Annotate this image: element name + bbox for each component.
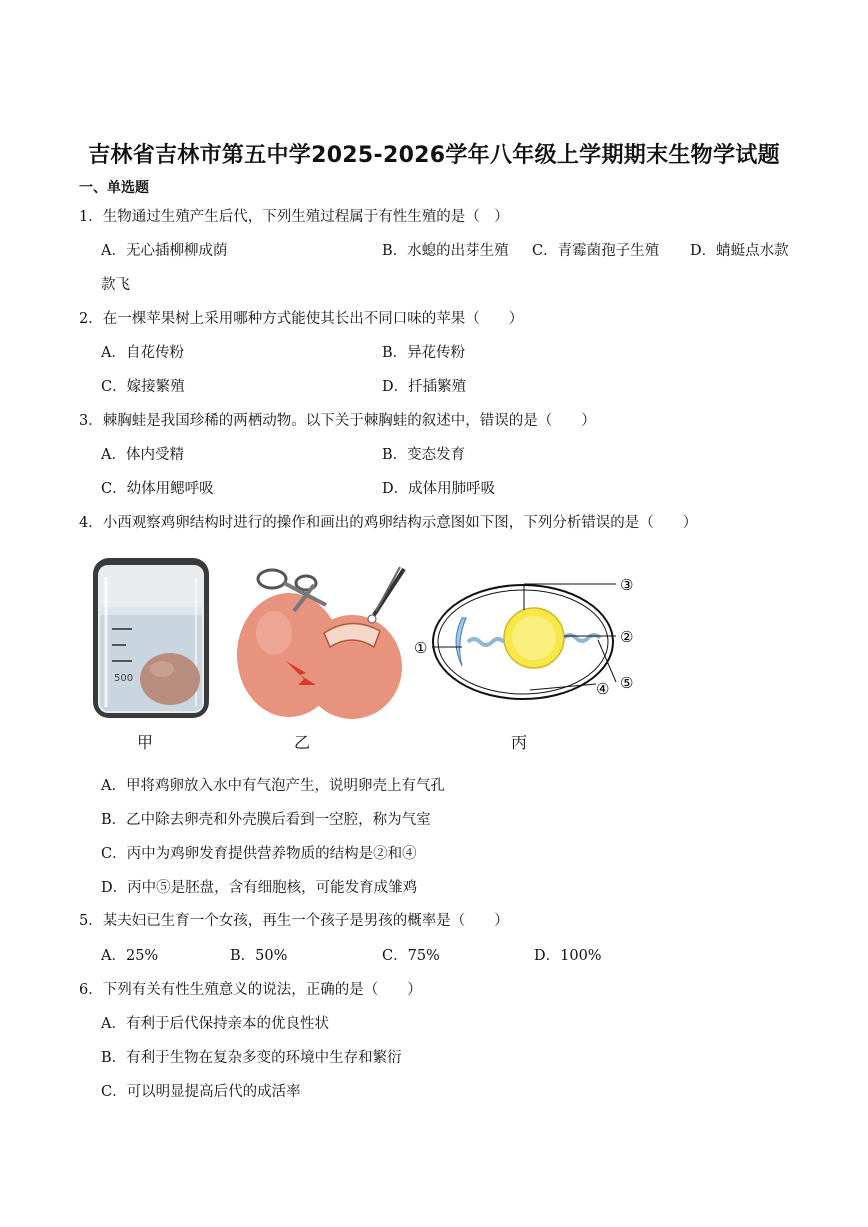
question-6-option-c: C．可以明显提高后代的成活率 bbox=[101, 1084, 301, 1100]
question-5-stem: 5．某夫妇已生育一个女孩，再生一个孩子是男孩的概率是（ ） bbox=[79, 913, 509, 929]
figure-label-bing: 丙 bbox=[511, 733, 528, 752]
question-4-option-d: D．丙中⑤是胚盘，含有细胞核，可能发育成雏鸡 bbox=[101, 880, 418, 896]
question-5-option-a: A．25% bbox=[101, 948, 159, 964]
beaker-mark: 500 bbox=[114, 673, 134, 684]
submerged-egg bbox=[140, 653, 200, 705]
question-2-option-c: C．嫁接繁殖 bbox=[101, 379, 185, 395]
marker-3: ③ bbox=[620, 576, 634, 594]
question-2-option-d: D．扦插繁殖 bbox=[382, 379, 467, 395]
figure-yi-egg-opening bbox=[234, 563, 414, 721]
page-title: 吉林省吉林市第五中学2025-2026学年八年级上学期期末生物学试题 bbox=[88, 143, 780, 168]
air-cell bbox=[456, 618, 466, 666]
figure-jia-beaker-photo bbox=[92, 557, 210, 719]
question-3-stem: 3．棘胸蛙是我国珍稀的两栖动物。以下关于棘胸蛙的叙述中，错误的是（ ） bbox=[79, 413, 596, 429]
question-3-option-c: C．幼体用鳃呼吸 bbox=[101, 481, 214, 497]
question-6-stem: 6．下列有关有性生殖意义的说法，正确的是（ ） bbox=[79, 982, 422, 998]
question-1-option-d: D．蜻蜓点水款 bbox=[690, 243, 789, 259]
question-4-option-c: C．丙中为鸡卵发育提供营养物质的结构是②和④ bbox=[101, 846, 417, 862]
question-1-option-a: A．无心插柳柳成荫 bbox=[101, 243, 228, 259]
marker-2: ② bbox=[620, 628, 634, 646]
section-heading: 一、单选题 bbox=[79, 180, 149, 196]
figure-label-yi: 乙 bbox=[294, 733, 311, 752]
question-3-option-d: D．成体用肺呼吸 bbox=[382, 481, 496, 497]
question-1-stem: 1．生物通过生殖产生后代，下列生殖过程属于有性生殖的是（ ） bbox=[79, 209, 509, 225]
question-4-option-a: A．甲将鸡卵放入水中有气泡产生，说明卵壳上有气孔 bbox=[101, 778, 445, 794]
question-1-option-c: C．青霉菌孢子生殖 bbox=[532, 243, 660, 259]
question-4-stem: 4．小西观察鸡卵结构时进行的操作和画出的鸡卵结构示意图如下图，下列分析错误的是（ ） bbox=[79, 515, 698, 531]
question-3-option-b: B．变态发育 bbox=[382, 447, 466, 463]
figure-label-jia: 甲 bbox=[137, 733, 154, 752]
tweezers-icon bbox=[368, 567, 404, 623]
figure-bing-egg-diagram bbox=[410, 570, 650, 702]
question-5-option-b: B．50% bbox=[230, 948, 288, 964]
question-2-option-a: A．自花传粉 bbox=[101, 345, 184, 361]
question-5-option-d: D．100% bbox=[534, 948, 602, 964]
marker-1: ① bbox=[414, 639, 428, 657]
question-5-option-c: C．75% bbox=[382, 948, 440, 964]
chalaza-left bbox=[468, 639, 504, 645]
marker-4: ④ bbox=[596, 680, 610, 698]
marker-5: ⑤ bbox=[620, 674, 634, 692]
question-1-option-b: B．水螅的出芽生殖 bbox=[382, 243, 509, 259]
question-2-stem: 2．在一棵苹果树上采用哪种方式能使其长出不同口味的苹果（ ） bbox=[79, 311, 524, 327]
question-6-option-a: A．有利于后代保持亲本的优良性状 bbox=[101, 1016, 329, 1032]
question-1-option-d-wrap: 款飞 bbox=[101, 277, 130, 293]
question-4-option-b: B．乙中除去卵壳和外壳膜后看到一空腔，称为气室 bbox=[101, 812, 431, 828]
question-6-option-b: B．有利于生物在复杂多变的环境中生存和繁衍 bbox=[101, 1050, 402, 1066]
question-3-option-a: A．体内受精 bbox=[101, 447, 184, 463]
question-2-option-b: B．异花传粉 bbox=[382, 345, 466, 361]
